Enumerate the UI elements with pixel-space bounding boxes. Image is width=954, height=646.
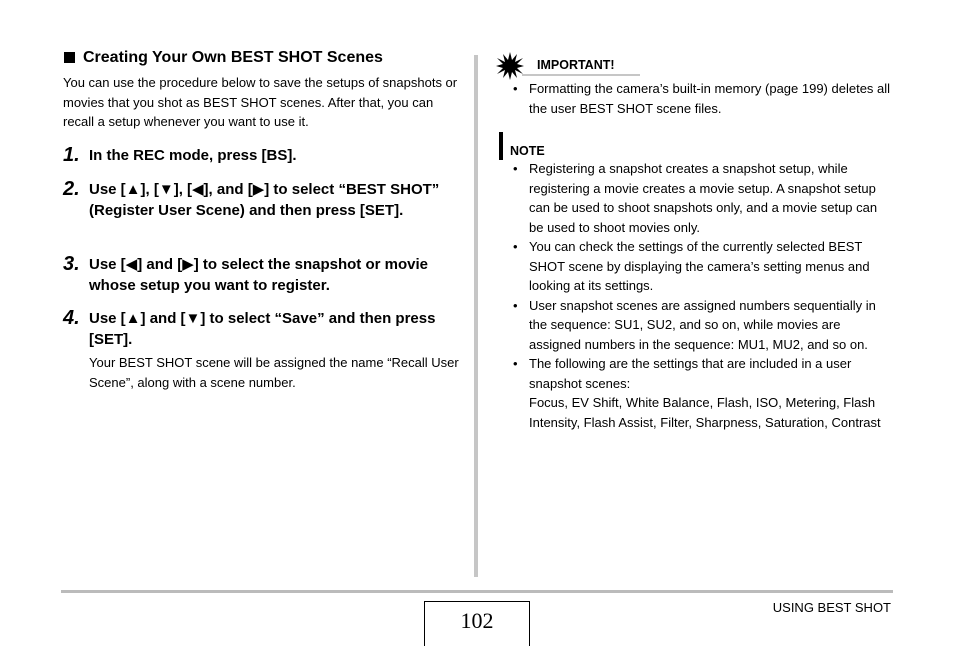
left-column: [63, 48, 461, 132]
page-number: 102: [424, 601, 530, 646]
step-text: Use [◀] and [▶] to select the snapshot or movie whose setup you want to register.: [89, 256, 428, 294]
starburst-icon: [496, 52, 524, 80]
step-number: 1.: [63, 144, 80, 166]
column-divider: [474, 55, 478, 577]
step-description: Your BEST SHOT scene will be assigned the name “Recall User Scene”, along with a scene number.: [89, 355, 459, 390]
note-bar-icon: [499, 132, 503, 160]
step-text: Use [▲], [▼], [◀], and [▶] to select “BEST SHOT” (Register User Scene) and then press [SET].: [89, 181, 440, 219]
list-item: • You can check the settings of the currently selected BEST SHOT scene by displaying the camera’s setting menus and looking at its settings.: [513, 239, 870, 293]
list-item: • Registering a snapshot creates a snapshot setup, while registering a movie creates a movie setup. A snapshot setup can be used to shoot snapshots only, and a movie setup can be used to shoot movies only.: [513, 161, 878, 235]
important-list: [510, 79, 895, 118]
step-4: [63, 309, 461, 392]
settings-list: Focus, EV Shift, White Balance, Flash, ISO, Metering, Flash Intensity, Flash Assist, Filter, Sharpness, Saturation, Contrast: [529, 395, 881, 430]
step-1: [63, 146, 461, 167]
note-label: NOTE: [510, 144, 545, 158]
step-number: 2.: [63, 178, 80, 200]
footer-rule: [61, 590, 893, 593]
important-underline: [522, 74, 640, 76]
section-title: Creating Your Own BEST SHOT Scenes: [83, 49, 383, 66]
footer-section-title: USING BEST SHOT: [772, 600, 891, 615]
step-number: 4.: [63, 307, 80, 329]
list-item: • User snapshot scenes are assigned numbers sequentially in the sequence: SU1, SU2, and so on, while movies are assigned numbers in the sequence: MU1, MU2, and so on.: [513, 297, 876, 352]
step-text: Use [▲] and [▼] to select “Save” and then press [SET].: [89, 310, 436, 348]
step-2: [63, 180, 461, 221]
list-item: • Formatting the camera’s built-in memory (page 199) deletes all the user BEST SHOT scene files.: [513, 81, 891, 116]
intro-paragraph: You can use the procedure below to save the setups of snapshots or movies that you shot as BEST SHOT scenes. After that, you can recall a setup whenever you want to use it.: [63, 75, 458, 129]
step-number: 3.: [63, 253, 80, 275]
section-heading: [63, 48, 461, 68]
important-label: IMPORTANT!: [537, 58, 615, 72]
list-item: • The following are the settings that are included in a user snapshot scenes: Focus, EV Shift, White Balance, Flash, ISO, Metering, Flash Intensity, Flash Assist, Filter, Sharpness, Saturation, Contrast: [513, 356, 881, 430]
step-text: In the REC mode, press [BS].: [89, 147, 297, 164]
step-3: [63, 255, 461, 296]
note-list: [510, 159, 895, 432]
square-bullet-icon: [64, 52, 75, 63]
